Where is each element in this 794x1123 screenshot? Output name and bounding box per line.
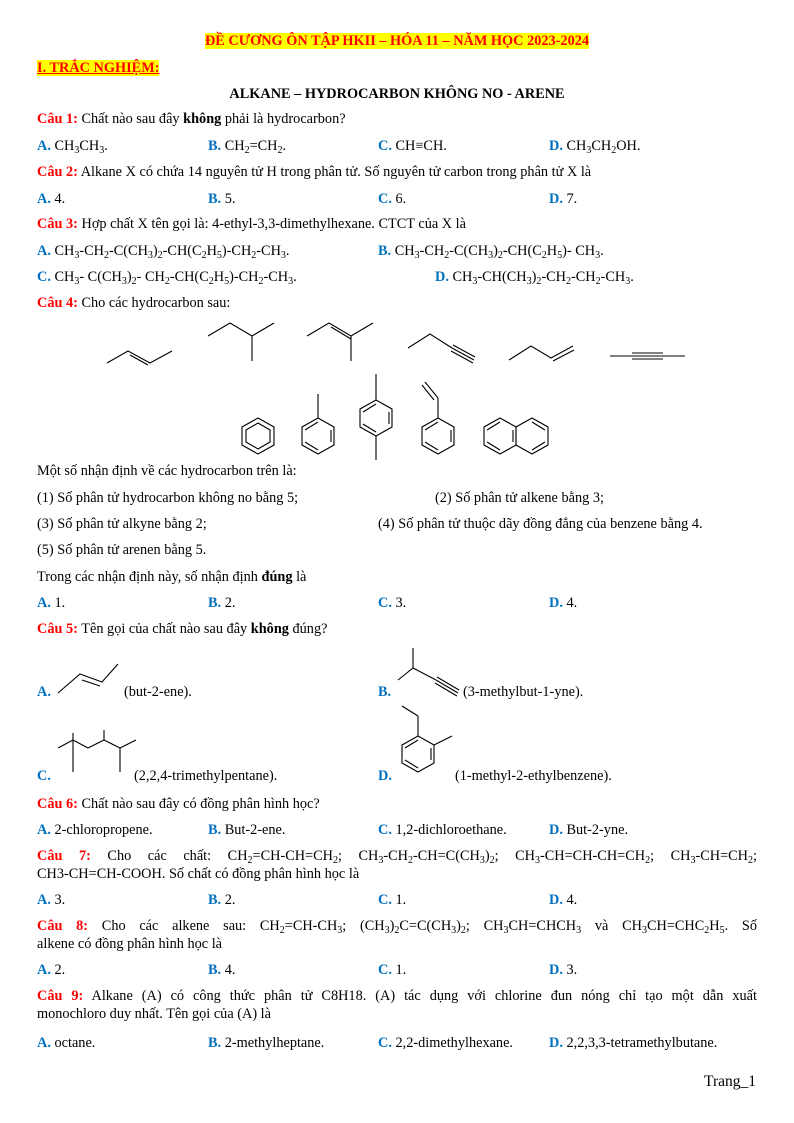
page-number: Trang_1 <box>704 1073 756 1090</box>
q8-option-d[interactable]: D. 3. <box>549 962 578 978</box>
q4-intro: Một số nhận định về các hydrocarbon trên là: <box>37 463 297 479</box>
question-9-line-2: monochloro duy nhất. Tên gọi của (A) là <box>37 1006 271 1022</box>
structure-but-2-ene <box>107 351 172 365</box>
q5-option-c-name: (2,2,4-trimethylpentane). <box>134 768 278 784</box>
q5-option-d[interactable]: D. <box>378 768 392 784</box>
q5-option-d-name: (1-methyl-2-ethylbenzene). <box>455 768 612 784</box>
q9-option-d[interactable]: D. 2,2,3,3-tetramethylbutane. <box>549 1035 718 1051</box>
question-label: Câu 1: <box>37 111 78 127</box>
question-6: Câu 6: Chất nào sau đây có đồng phân hình học? <box>37 796 320 812</box>
structure-p-xylene <box>360 374 392 460</box>
q5-option-b[interactable]: B. <box>378 684 392 700</box>
q3-option-b[interactable]: B. $CH_3-CH_2-C(CH_3)_2-CH(C_2H_5)-$ $CH_3$. <box>378 243 604 261</box>
q4-option-d[interactable]: D. 4. <box>549 595 578 611</box>
q5d-structure <box>402 706 452 772</box>
structure-benzene <box>242 418 274 454</box>
q3-option-c[interactable]: C. $CH_3-$ $C(CH_3)_2-$ $CH_2-CH(C_2H_5)-CH_2-CH_3$. <box>37 269 297 287</box>
q5-option-c[interactable]: C. <box>37 768 51 784</box>
q8-option-c[interactable]: C. 1. <box>378 962 407 978</box>
q5b-structure <box>398 648 459 696</box>
structure-but-1-yne <box>408 334 475 363</box>
q8-option-a[interactable]: A. 2. <box>37 962 66 978</box>
section-subtitle: ALKANE – HYDROCARBON KHÔNG NO - ARENE <box>229 86 565 102</box>
structure-styrene <box>422 382 454 454</box>
q5-option-a[interactable]: A. <box>37 684 51 700</box>
question-8-line-2: alkene có đồng phân hình học là <box>37 936 223 952</box>
question-9: Câu 9: Alkane (A) có công thức phân tử C8H18. (A) tác dụng với chlorine đun nóng chỉ tạo một dẫn xuất <box>37 988 757 1004</box>
q4-statement-5: (5) Số phân tử arenen bằng 5. <box>37 542 207 558</box>
question-text: Chất nào sau đây <box>81 111 184 127</box>
q2-option-c[interactable]: C. 6. <box>378 191 407 207</box>
structure-methylbutene <box>307 323 373 361</box>
q3-option-a[interactable]: A. $CH_3-CH_2-C(CH_3)_2-CH(C_2H_5)-CH_2-CH_3$. <box>37 243 290 261</box>
q8-option-b[interactable]: B. 4. <box>208 962 236 978</box>
q9-option-a[interactable]: A. octane. <box>37 1035 96 1051</box>
structure-toluene <box>302 394 334 454</box>
question-text: phải là hydrocarbon? <box>221 111 346 127</box>
q3-option-d[interactable]: D. $CH_3-CH(CH_3)_2-CH_2-CH_2-CH_3$. <box>435 269 634 287</box>
q4-ask: Trong các nhận định này, số nhận định đúng là <box>37 569 307 585</box>
q5-option-b-name: (3-methylbut-1-yne). <box>463 684 584 700</box>
q6-option-a[interactable]: A. 2-chloropropene. <box>37 822 153 838</box>
q6-option-c[interactable]: C. 1,2-dichloroethane. <box>378 822 507 838</box>
structure-but-1-ene <box>509 346 574 361</box>
q6-option-d[interactable]: D. But-2-yne. <box>549 822 629 838</box>
question-7: Câu 7: Cho các chất: $CH_2=CH-CH=CH_2$; $CH_3-CH_2-CH=C(CH_3)_2$; $CH_3-CH=CH-CH=CH_2$; $CH_3-CH=CH_2$; <box>37 848 757 866</box>
question-emphasis: không <box>183 111 222 127</box>
q7-option-a[interactable]: A. 3. <box>37 892 66 908</box>
q5-structures <box>0 640 794 790</box>
q5c-structure <box>58 730 136 772</box>
q4-statement-1: (1) Số phân tử hydrocarbon không no bằng 5; <box>37 490 299 506</box>
q1-option-a[interactable]: A. $CH_3CH_3$. <box>37 138 108 156</box>
q1-option-c[interactable]: C. CH≡CH. <box>378 138 447 154</box>
section-heading-text: I. TRẮC NGHIỆM: <box>37 60 160 76</box>
structure-isopentane <box>208 323 274 361</box>
q2-option-d[interactable]: D. 7. <box>549 191 578 207</box>
question-8: Câu 8: Cho các alkene sau: $CH_2=CH-CH_3$; $(CH_3)_2C=C(CH_3)_2$; $CH_3CH=CHCH_3$ và $CH_3CH=CHC_2H_5$. Số <box>37 918 758 936</box>
structure-but-2-yne <box>610 353 685 359</box>
q4-option-c[interactable]: C. 3. <box>378 595 407 611</box>
question-1 <box>37 110 346 128</box>
question-2: Câu 2: Alkane X có chứa 14 nguyên tử H trong phân tử. Số nguyên tử carbon trong phân tử X là <box>37 164 592 180</box>
question-7-line-2: CH3-CH=CH-COOH. Số chất có đồng phân hình học là <box>37 866 360 882</box>
question-5: Câu 5: Tên gọi của chất nào sau đây không đúng? <box>37 621 328 637</box>
q5a-structure <box>58 664 118 693</box>
q1-option-b[interactable]: B. $CH_2=CH_2$. <box>208 138 287 156</box>
q2-option-b[interactable]: B. 5. <box>208 191 236 207</box>
q4-statement-2: (2) Số phân tử alkene bằng 3; <box>435 490 604 506</box>
q9-option-c[interactable]: C. 2,2-dimethylhexane. <box>378 1035 514 1051</box>
question-3: Câu 3: Hợp chất X tên gọi là: 4-ethyl-3,3-dimethylhexane. CTCT của X là <box>37 216 466 232</box>
q4-statement-3: (3) Số phân tử alkyne bằng 2; <box>37 516 207 532</box>
q7-option-d[interactable]: D. 4. <box>549 892 578 908</box>
hydrocarbon-structures <box>0 312 794 472</box>
q7-option-b[interactable]: B. 2. <box>208 892 236 908</box>
q4-option-b[interactable]: B. 2. <box>208 595 236 611</box>
section-heading <box>37 59 159 77</box>
q4-option-a[interactable]: A. 1. <box>37 595 66 611</box>
page-title <box>0 32 794 50</box>
q7-option-c[interactable]: C. 1. <box>378 892 407 908</box>
q6-option-b[interactable]: B. But-2-ene. <box>208 822 286 838</box>
page-title-text: ĐỀ CƯƠNG ÔN TẬP HKII – HÓA 11 – NĂM HỌC 2023-2024 <box>204 33 590 49</box>
q4-statement-4: (4) Số phân tử thuộc dãy đồng đẳng của benzene bằng 4. <box>378 516 703 532</box>
question-4: Câu 4: Cho các hydrocarbon sau: <box>37 295 231 311</box>
q1-option-d[interactable]: D. $CH_3CH_2OH$. <box>549 138 641 156</box>
q5-option-a-name: (but-2-ene). <box>124 684 192 700</box>
q9-option-b[interactable]: B. 2-methylheptane. <box>208 1035 325 1051</box>
q2-option-a[interactable]: A. 4. <box>37 191 66 207</box>
structure-naphthalene <box>484 418 548 454</box>
